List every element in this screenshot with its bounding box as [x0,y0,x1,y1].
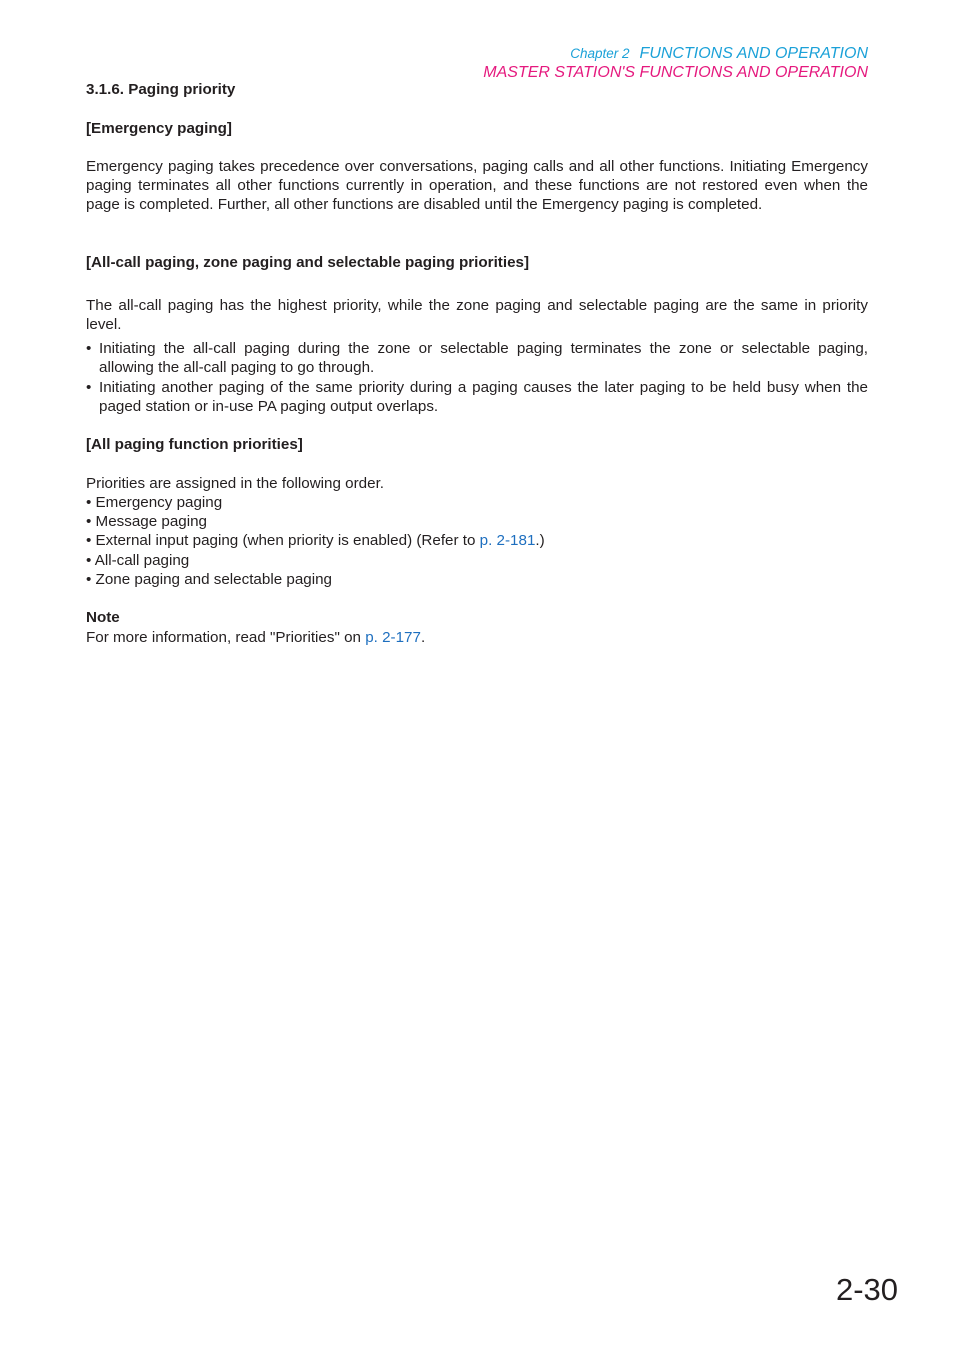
emergency-heading: [Emergency paging] [86,120,232,137]
note-text: For more information, read "Priorities" on [86,629,366,646]
bullet: • [86,340,92,357]
priority-item-external [86,531,545,550]
priority-item-zone: • Zone paging and selectable paging [86,571,332,588]
page-number: 2-30 [835,1272,898,1307]
priority-item-emergency: • Emergency paging [86,494,223,511]
priority-item-message: • Message paging [86,513,207,530]
note-text: . [420,629,426,646]
priority-item-allcall: • All-call paging [86,552,190,569]
note-heading: Note [86,609,120,626]
list-item [86,378,868,416]
chapter-line [570,44,868,63]
allcall-heading: [All-call paging, zone paging and selectable paging priorities] [86,254,530,271]
item-text: • External input paging (when priority is enabled) (Refer to [86,532,480,549]
section-heading: 3.1.6. Paging priority [86,81,236,98]
bullet-text: Initiating another paging of the same priority during a paging causes the later paging to be held busy when the paged station or in-use PA paging output overlaps. [99,379,868,416]
emergency-body: Emergency paging takes precedence over conversations, paging calls and all other functions. Initiating Emergency paging terminates all other functions currently in operation, and these functions are not restored even when the page is completed. Further, all other functions are disabled until the Emergency paging is completed. [86,158,868,214]
priorities-heading: [All paging function priorities] [86,436,303,453]
chapter-title: FUNCTIONS AND OPERATION [639,45,868,62]
page-link[interactable]: p. 2-177 [365,629,421,646]
bullet-text: Initiating the all-call paging during the zone or selectable paging terminates the zone or selectable paging, allowing the all-call paging to go through. [99,340,868,377]
chapter-label: Chapter 2 [570,46,630,61]
bullet: • [86,379,92,396]
allcall-body: The all-call paging has the highest priority, while the zone paging and selectable paging are the same in priority level. [86,297,868,334]
note-body [86,628,425,647]
section-title: MASTER STATION'S FUNCTIONS AND OPERATION [483,64,868,81]
item-text: .) [535,532,545,549]
page-link[interactable]: p. 2-181 [479,532,536,549]
priorities-intro: Priorities are assigned in the following order. [86,475,385,492]
list-item [86,339,868,377]
